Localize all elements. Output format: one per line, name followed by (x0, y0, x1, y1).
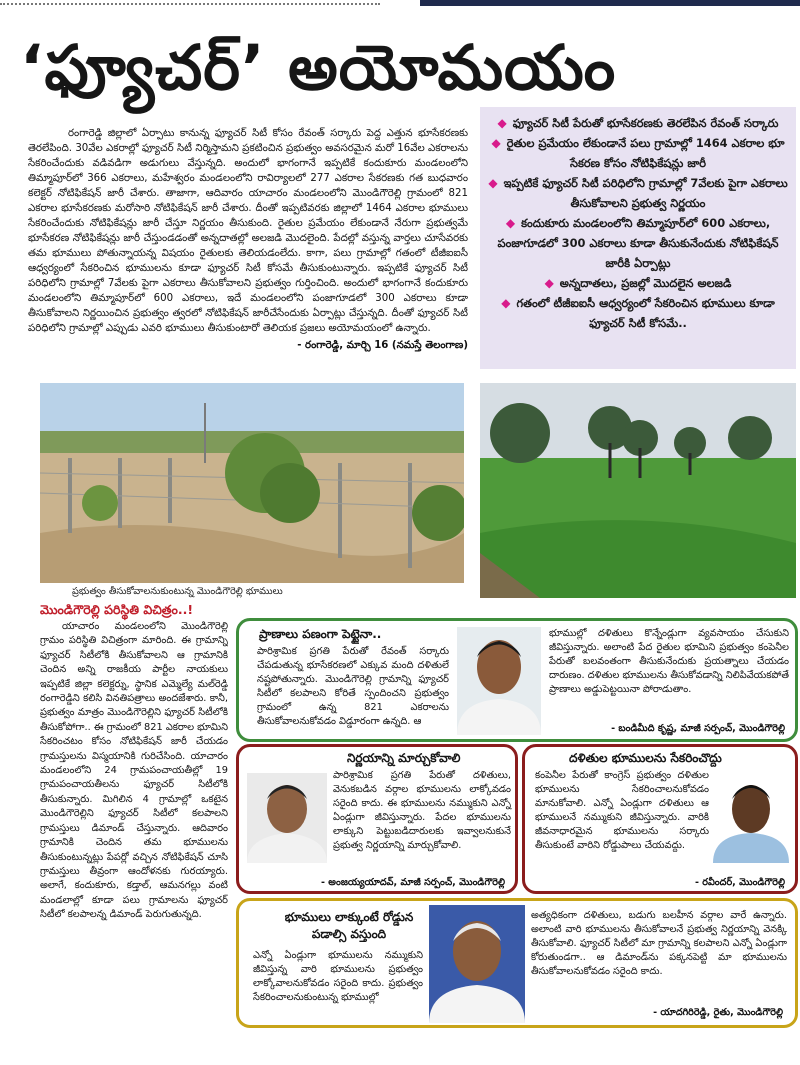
headline: ‘ఫ్యూచర్’ అయోమయం (20, 31, 617, 104)
quote-title: నిర్ణయాన్ని మార్చుకోవాలి (347, 751, 461, 765)
highlight-item (488, 213, 788, 273)
highlight-text: ఫ్యూచర్ సిటీ పేరుతో భూసేకరణకు తెరలేపిన రేవంత్ సర్కారు (512, 116, 779, 130)
highlights-box (480, 107, 796, 369)
highlight-item (488, 273, 788, 293)
byline: - రంగారెడ్డి, మార్చి 16 (నమస్తే తెలంగాణ) (297, 340, 468, 351)
bullet-icon: ◆ (544, 276, 554, 290)
quote-title: ప్రాణాలు పణంగా పెట్టైనా.. (259, 627, 382, 641)
bullet-icon: ◆ (488, 176, 498, 190)
quote-attribution: - బండిమీది కృష్ణ, మాజీ సర్పంచ్, మొండిగౌరెల్లి (611, 723, 785, 734)
quote-box-krishna (236, 618, 798, 742)
quote-box-anjaiah (236, 744, 518, 894)
quote-text: ఎన్నో ఏండ్లుగా భూములను నమ్ముకుని జీవిస్తున్న వారి భూములను ప్రభుత్వం లాక్కోవాలనుకోవడం సరైంది కాదు. ప్రభుత్వం సేకరించాలనుకుంటున్న భూముల్లో (253, 950, 423, 1003)
land-photo-fence (40, 383, 464, 583)
highlight-text: అన్నదాతలు, ప్రజల్లో మొదలైన అలజడి (559, 276, 732, 290)
dotted-rule (0, 3, 380, 5)
highlight-item (488, 173, 788, 213)
bullet-icon: ◆ (501, 296, 511, 310)
avatar (247, 773, 327, 863)
highlight-text: రైతుల ప్రమేయం లేకుండానే పలు గ్రామాల్లో 1464 ఎకరాల భూ సేకరణ కోసం నోటిఫికేషన్లు జారీ (506, 136, 785, 170)
bullet-icon: ◆ (491, 136, 501, 150)
left-column-article (40, 620, 228, 1060)
avatar (713, 773, 789, 863)
quote-text-continued: భూముల్లో దళితులు కొన్నేండ్లుగా వ్యవసాయం చేసుకుని జీవిస్తున్నారు. అలాంటి పేద రైతుల భూమిని ప్రభుత్వం కంపెనీల పేరుతో బలవంతంగా తీసుకునేందుకు ప్రయత్నాలు చేయడం దారుణం. దళితుల భూములను తీసుకోవడాన్ని నిలిపివేయకపోతే ప్రాణాలు అడ్డుపెట్టయినా పోరాడుతాం. (549, 628, 789, 695)
bullet-icon: ◆ (497, 116, 507, 130)
lead-article (28, 126, 468, 376)
quote-title: దళితుల భూములను సేకరించొద్దు (569, 751, 722, 765)
avatar (457, 627, 541, 735)
quote-text: పారిశ్రామిక ప్రగతి పేరుతో రేవంత్ సర్కారు చేపడుతున్న భూసేకరణలో ఎక్కువ మంది దళితులే నష్టపోతున్నారు. మొండిగౌరెల్లి గ్రామాన్ని ఫ్యూచర్ సిటీలో కలపాలని కోరితే స్పందించని ప్రభుత్వం గ్రామంలో ఉన్న 821 ఎకరాలను తీసుకోవాలనుకోవడం విడ్డూరంగా ఉన్నది. ఆ (257, 646, 449, 727)
land-photo-field (480, 383, 796, 598)
quote-box-yadagiri (236, 898, 798, 1028)
quote-attribution: - రవీందర్, మొండిగౌరెల్లి (694, 877, 785, 888)
highlight-text: ఇప్పటికే ఫ్యూచర్ సిటీ పరిధిలోని గ్రామాల్లో 7వేలకు పైగా ఎకరాలు తీసుకోవాలని ప్రభుత్వ నిర్ణయం (503, 176, 788, 210)
avatar (429, 905, 525, 1023)
navy-rule (420, 0, 800, 6)
quote-attribution: - అంజయ్యయాదవ్, మాజీ సర్పంచ్, మొండిగౌరెల్లి (320, 877, 505, 888)
highlight-text: కందుకూరు మండలంలోని తిమ్మాపూర్‌లో 600 ఎకరాలు, పంజాగూడలో 300 ఎకరాలు కూడా తీసుకునేందుకు నోటిఫికేషన్ జారీకి ఏర్పాట్లు (497, 216, 779, 270)
highlight-item (488, 113, 788, 133)
highlight-text: గతంలో టీజీఐఐసీ ఆధ్వర్యంలో సేకరించిన భూములు కూడా ఫ్యూచర్ సిటీ కోసమే.. (516, 296, 775, 330)
quote-title: భూములు లాక్కుంటే రోడ్డున పడాల్సి వస్తుంది (284, 910, 414, 941)
highlight-item (488, 133, 788, 173)
quote-text: పారిశ్రామిక ప్రగతి పేరుతో దళితులు, వెనుకబడిన వర్గాల భూములను లాక్కోవడం సరైంది కాదు. ఈ భూములను నమ్ముకుని ఎన్నో ఏండ్లుగా జీవిస్తున్నారు. పేదల భూములను లాక్కుని పెట్టుబడిదారులకు ఇవ్వాలనుకునే ప్రభుత్వ నిర్ణయాన్ని మార్చుకోవాలి. (333, 770, 511, 851)
highlight-item (488, 293, 788, 333)
left-column-text: యాచారం మండలంలోని మొండిగౌరెల్లి గ్రామం పరిస్థితి విచిత్రంగా మారింది. ఈ గ్రామాన్ని ఫ్యూచర్ సిటీలోకి తీసుకోవాలని ఆ గ్రామానికి చెందిన అన్ని రాజకీయ పార్టీల నాయకులు ఇప్పటికే జిల్లా కలెక్టర్ను, స్థానిక ఎమ్మెల్యే మల్‌రెడ్డి రంగారెడ్డిని కలిసి వినతిపత్రాలు అందజేశారు. కానీ, ప్రభుత్వం మాత్రం మొండిగౌరెల్లిని ఫ్యూచర్ సిటీలోకి తీసుకోపోగా.. ఈ గ్రామంలో 821 ఎకరాల భూమిని సేకరించటం కోసం నోటిఫికేషన్ జారీ చేయడం గ్రామస్తులను విస్మయానికి గురిచేసింది. యాచారం మండలంలోని 24 గ్రామపంచాయతీల్లో 19 గ్రామపంచాయతీలను ఫ్యూచర్ సిటీలోకి తీసుకున్నారు. మిగిలిన 4 గ్రామాల్లో ఒకటైన మొండిగౌరెల్లిని ఫ్యూచర్ సిటీలో కలపాలని గ్రామస్తులు డిమాండ్ చేస్తున్నారు. ఆదివారం గ్రామానికి చెందిన తమ భూములను తీసుకుంటున్నట్లు పేపర్లో వచ్చిన నోటిఫికేషన్ చూసి గ్రామస్తులు తీవ్రంగా ఆందోళనకు గురయ్యారు. అలాగే, కందుకూరు, కడ్తాల్, ఆమనగల్లు వంటి మండలాల్లో కూడా పలు గ్రామాలను ఫ్యూచర్ సిటీలో కలపాలన్న డిమాండ్ పెరుగుతున్నది. (40, 621, 228, 921)
quote-attribution: - యాదగిరిరెడ్డి, రైతు, మొండిగౌరెల్లి (653, 1007, 783, 1018)
lead-body: రంగారెడ్డి జిల్లాలో ఏర్పాటు కానున్న ఫ్యూచర్ సిటీ కోసం రేవంత్ సర్కారు పెద్ద ఎత్తున భూసేకరణకు తెరలేపింది. 30వేల ఎకరాల్లో ఫ్యూచర్ సిటీ నిర్మిస్తామని ప్రకటించిన ప్రభుత్వం అవసరమైన మరో 16వేల ఎకరాలను సేకరించేందుకు వడివడిగా అడుగులు వేస్తున్నది. అందులో భాగంగానే ఇప్పటికే కందుకూరు మండలంలోని తిమ్మాపూర్‌లో 366 ఎకరాలు, మహేశ్వరం మండలంలోని రావిర్యాలలో 277 ఎకరాల సేకరణకు గత బుధవారం కలెక్టర్ నోటిఫికేషన్ జారీ చేశారు. తాజాగా, ఆదివారం యాచారం మండలంలోని మొండిగౌరెల్లి గ్రామంలో 821 ఎకరాల భూసేకరణకు మరోసారి నోటిఫికేషన్ జారీ చేశారు. దీంతో ఇప్పటివరకు జిల్లాలో 1464 ఎకరాల భూములు సేకరించేందుకు నోటిఫికేషన్లు జారీ చేస్తూ నిర్ణయం తీసుకుంది. రైతుల ప్రమేయం లేకుండానే నేరుగా ప్రభుత్వమే భూసేకరణ నోటిఫికేషన్లు జారీ చేస్తుండడంతో అన్నదాతల్లో అలజడి మొదలైంది. పేదల్లో వస్తున్న వార్తలు చూసేవరకు తమ భూములు పోతున్నాయన్న విషయం రైతులకు తెలియడంలేదు. కాగా, పలు గ్రామాల్లో గతంలో టీజీఐఐసీ ఆధ్వర్యంలో సేకరించిన భూములను కూడా ఫ్యూచర్ సిటీ కోసమే తీసుకుంటున్నారు. ఇప్పటికే ఫ్యూచర్ సిటీ పరిధిలోని గ్రామాల్లో 7వేలకు పైగా ఎకరాలు తీసుకోవాలని ప్రభుత్వం గుర్తించింది. అందులో భాగంగానే కందుకూరు మండలంలోని తిమ్మాపూర్‌లో 600 ఎకరాలు, ఇదే మండలంలోని పంజాగూడలో 300 ఎకరాలు కూడా తీసుకోవాలని నిర్ణయించిన ప్రభుత్వం త్వరలో నోటిఫికేషన్ జారీచేసేందుకు ఏర్పాట్లు చేస్తున్నది. దీంతో ఫ్యూచర్ సిటీ పరిధిలోని గ్రామాల్లో ఎప్పుడు ఎవరి భూములు తీసుకుంటారో తెలియక ప్రజలు అయోమయంలో ఉన్నారు. (28, 128, 468, 334)
quote-text-continued: అత్యధికంగా దళితులు, బడుగు బలహీన వర్గాల వారే ఉన్నారు. అలాంటి వారి భూములను తీసుకోవాలనే ప్రభుత్వ నిర్ణయాన్ని వెనక్కి తీసుకోవాలి. ఫ్యూచర్ సిటీలో మా గ్రామాన్ని కలపాలని ఎన్నో ఏండ్లుగా కోరుతుండగా.. ఆ డిమాండ్‌ను పక్కనపెట్టి మా భూములను తీసుకోవాలనుకోవడం సరైంది కాదు. (531, 910, 787, 977)
photo-caption: ప్రభుత్వం తీసుకోవాలనుకుంటున్న మొండిగౌరెల్లి భూములు (72, 586, 283, 597)
top-rule (0, 0, 800, 10)
quote-box-ravinder (522, 744, 798, 894)
section-subhead: మొండిగౌరెల్లి పరిస్థితి విచిత్రం..! (40, 602, 194, 617)
bullet-icon: ◆ (505, 216, 516, 230)
quote-text: కంపెనీల పేరుతో కాంగ్రెస్ ప్రభుత్వం దళితుల భూములను సేకరించాలనుకోవడం మానుకోవాలి. ఎన్నో ఏండ్లుగా దళితులు ఆ భూములనే నమ్ముకుని జీవిస్తున్నారు. వారికి జీవనాధారమైన భూములను సర్కారు తీసుకుంటే వారిని రోడ్డుపాలు చేయవద్దు. (535, 770, 709, 851)
highlights-list (488, 113, 788, 333)
